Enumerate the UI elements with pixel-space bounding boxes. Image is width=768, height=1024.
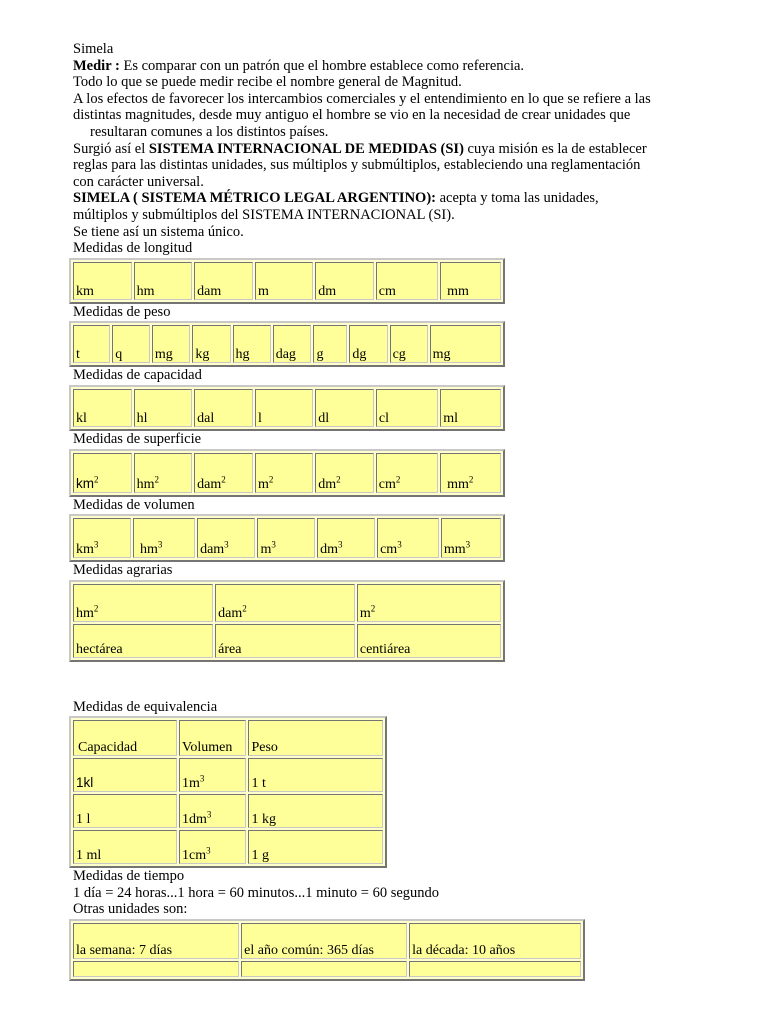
unit-cell: ml [440,389,501,427]
unit-cell: m [255,262,313,300]
unit-cell: $mm^3$ [441,518,501,558]
table-cell: 1 g [248,830,383,864]
paragraph-line: resultaran comunes a los distintos países. [90,123,329,140]
table-header: Capacidad [73,720,177,756]
unit-cell: cm [376,262,438,300]
paragraph-line: distintas magnitudes, desde muy antiguo el hombre se vio en la necesidad de crear unidades que [73,107,631,124]
unit-cell: mg [152,325,191,363]
section-label-tiempo: Medidas de tiempo [73,868,185,885]
unit-cell: kl [73,389,132,427]
unit-cell: $mm^2$ [440,453,501,493]
table-equivalencia [69,716,387,868]
paragraph-line: con carácter universal. [73,173,204,190]
section-label-longitud: Medidas de longitud [73,240,193,257]
table-peso [69,321,505,367]
doc-title: Simela [73,41,114,57]
unit-cell: l [255,389,313,427]
unit-cell: $hm^3$ [133,518,195,558]
table-agrarias [69,580,505,662]
paragraph-line: múltiplos y submúltiplos del SISTEMA INTERNACIONAL (SI). [73,206,455,223]
table-cell: 1kl [73,758,177,792]
tiempo-text: 1 día = 24 horas...1 hora = 60 minutos...1 minuto = 60 segundo [73,884,440,901]
unit-cell: $hm^2$ [134,453,193,493]
medir-definition [73,58,713,75]
table-header: Peso [248,720,383,756]
si-pre: Surgió así el [73,140,149,157]
unit-cell: $cm^2$ [376,453,438,493]
unit-cell: cl [376,389,438,427]
si-post: cuya misión es la de establecer [463,140,647,157]
magnitud-text: Todo lo que se puede medir recibe el nombre general de Magnitud. [73,74,462,91]
simela-name: SIMELA ( SISTEMA MÉTRICO LEGAL ARGENTINO): [73,190,436,207]
si-name: SISTEMA INTERNACIONAL DE MEDIDAS (SI) [148,140,464,157]
unit-cell: $m^2$ [357,584,501,622]
unit-cell: dam [194,262,253,300]
section-label-capacidad: Medidas de capacidad [73,367,202,384]
medir-term: Medir : [73,57,120,74]
unit-cell: g [313,325,347,363]
otras-unidades-label: Otras unidades son: [73,901,188,918]
unit-cell: $m^3$ [257,518,315,558]
empty-cell [73,961,239,977]
table-header: Volumen [179,720,246,756]
table-cell: 1 kg [248,794,383,828]
simela-post: acepta y toma las unidades, [435,190,599,207]
unit-cell: dg [349,325,387,363]
simela-paragraph [73,190,713,207]
unit-cell: km [73,262,132,300]
table-capacidad [69,385,505,431]
unit-cell: dl [315,389,374,427]
section-label-agrarias: Medidas agrarias [73,562,173,579]
table-cell: la semana: 7 días [73,923,239,959]
unit-cell: dal [194,389,253,427]
table-cell: $1m^3$ [179,758,246,792]
table-longitud [69,258,505,304]
table-cell: 1 ml [73,830,177,864]
unit-cell: dam$^2$ [194,453,253,493]
table-cell: $1dm^3$ [179,794,246,828]
unit-name-cell: hectárea [73,624,213,658]
si-paragraph [73,141,713,158]
section-label-equivalencia: Medidas de equivalencia [73,698,218,715]
table-volumen [69,514,505,562]
unit-name-cell: área [215,624,355,658]
empty-cell [241,961,407,977]
paragraph-line: A los efectos de favorecer los intercambios comerciales y el entendimiento en lo que se refiere a las [73,90,651,107]
medir-text: Es comparar con un patrón que el hombre establece como referencia. [119,57,525,74]
unit-cell: dam$^3$ [197,518,255,558]
unit-cell: hm [134,262,193,300]
table-cell: 1 l [73,794,177,828]
unit-cell: $dm^3$ [317,518,375,558]
unit-cell: dam$^2$ [215,584,355,622]
unit-cell: $km^3$ [73,518,131,558]
unit-cell: t [73,325,110,363]
unit-cell: mm [440,262,501,300]
section-label-peso: Medidas de peso [73,303,171,320]
empty-cell [409,961,581,977]
paragraph-line: Se tiene así un sistema único. [73,223,244,240]
table-cell: la década: 10 años [409,923,581,959]
paragraph-line: reglas para las distintas unidades, sus múltiplos y submúltiplos, estableciendo una reglamentación [73,157,641,174]
unit-cell: hl [134,389,193,427]
unit-cell: $km^2$ [73,453,132,493]
table-superficie [69,449,505,497]
table-cell: 1 t [248,758,383,792]
unit-cell: $dm^2$ [315,453,374,493]
table-cell: $1cm^3$ [179,830,246,864]
section-label-volumen: Medidas de volumen [73,496,195,513]
table-otras-unidades [69,919,585,981]
unit-cell: dm [315,262,374,300]
unit-cell: hg [233,325,271,363]
unit-cell: kg [192,325,230,363]
unit-cell: mg [430,325,501,363]
unit-cell: q [112,325,150,363]
unit-cell: $m^2$ [255,453,313,493]
unit-cell: $cm^3$ [377,518,439,558]
section-label-superficie: Medidas de superficie [73,430,202,447]
unit-cell: cg [390,325,428,363]
table-cell: el año común: 365 días [241,923,407,959]
unit-cell: $hm^2$ [73,584,213,622]
unit-name-cell: centiárea [357,624,501,658]
unit-cell: dag [273,325,312,363]
document [73,41,713,981]
